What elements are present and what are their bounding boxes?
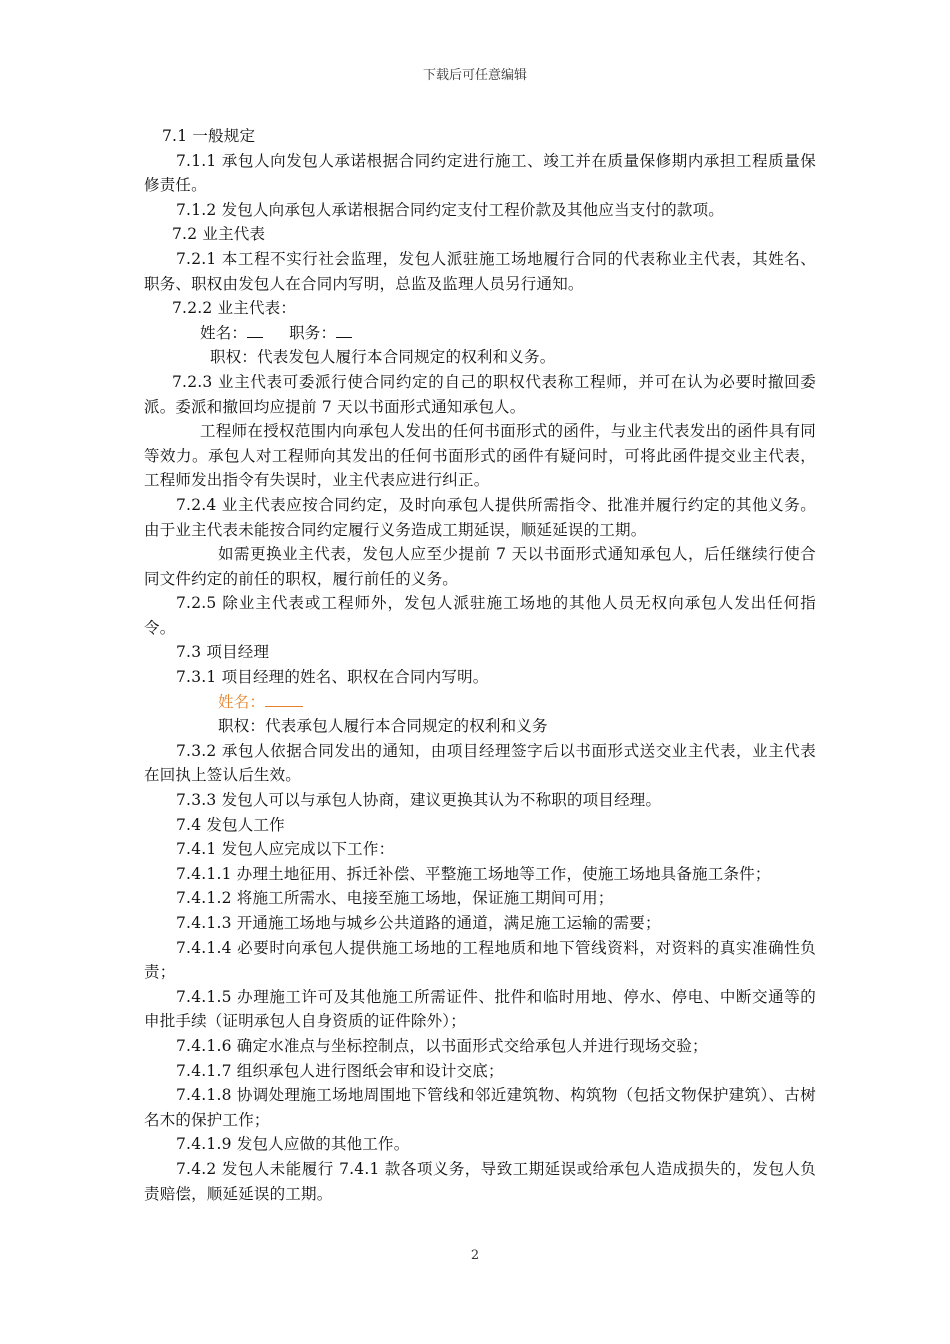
name-label: 姓名： — [200, 323, 248, 342]
list-item: 7.4.1.4 必要时向承包人提供施工场地的工程地质和地下管线资料，对资料的真实准确性负责； — [144, 938, 816, 982]
name-blank — [247, 323, 263, 338]
list-item: 7.4.1.7 组织承包人进行图纸会审和设计交底； — [176, 1061, 504, 1080]
name-blank — [265, 692, 303, 707]
owner-rep-fields — [144, 321, 816, 346]
paragraph: 7.3.2 承包人依据合同发出的通知，由项目经理签字后以书面形式送交业主代表，业主代表在回执上签认后生效。 — [144, 741, 816, 785]
paragraph: 7.2.5 除业主代表或工程师外，发包人派驻施工场地的其他人员无权向承包人发出任何指令。 — [144, 594, 816, 637]
paragraph: 7.2.1 本工程不实行社会监理，发包人派驻施工场地履行合同的代表称业主代表，其姓名、职务、职权由发包人在合同内写明，总监及监理人员另行通知。 — [144, 249, 816, 293]
page-header: 下载后可任意编辑 — [422, 68, 527, 83]
list-item: 7.4.1.9 发包人应做的其他工作。 — [176, 1135, 410, 1154]
paragraph: 7.1.2 发包人向承包人承诺根据合同约定支付工程价款及其他应当支付的款项。 — [176, 200, 724, 219]
document-body — [144, 124, 816, 1206]
position-blank — [336, 323, 352, 338]
page-number: 2 — [470, 1248, 480, 1263]
paragraph: 7.2.4 业主代表应按合同约定，及时向承包人提供所需指令、批准并履行约定的其他义务。由于业主代表未能按合同约定履行义务造成工期延误，顺延延误的工期。 — [144, 495, 816, 539]
paragraph: 7.2.2 业主代表： — [172, 299, 297, 318]
section-heading: 7.1 一般规定 — [162, 127, 256, 145]
list-item: 7.4.1.6 确定水准点与坐标控制点，以书面形式交给承包人并进行现场交验； — [176, 1036, 708, 1055]
list-item: 7.4.1.5 办理施工许可及其他施工所需证件、批件和临时用地、停水、停电、中断交通等的申批手续（证明承包人自身资质的证件除外）； — [144, 987, 816, 1031]
paragraph: 如需更换业主代表，发包人应至少提前 7 天以书面形式通知承包人，后任继续行使合同文件约定的前任的职权，履行前任的义务。 — [144, 545, 816, 588]
paragraph: 7.3.1 项目经理的姓名、职权在合同内写明。 — [176, 668, 489, 687]
list-item: 7.4.1.2 将施工所需水、电接至施工场地，保证施工期间可用； — [176, 889, 614, 908]
name-label: 姓名： — [218, 692, 266, 711]
position-label: 职务： — [289, 323, 337, 342]
paragraph: 7.1.1 承包人向发包人承诺根据合同约定进行施工、竣工并在质量保修期内承担工程质量保修责任。 — [144, 151, 816, 195]
list-item: 7.4.1.8 协调处理施工场地周围地下管线和邻近建筑物、构筑物（包括文物保护建筑）、古树名木的保护工作； — [144, 1086, 816, 1129]
paragraph: 职权：代表承包人履行本合同规定的权利和义务 — [218, 717, 548, 736]
list-item: 7.4.1.3 开通施工场地与城乡公共道路的通道，满足施工运输的需要； — [176, 914, 661, 932]
list-item: 7.4.1.1 办理土地征用、拆迁补偿、平整施工场地等工作，使施工场地具备施工条件； — [176, 864, 771, 883]
paragraph: 工程师在授权范围内向承包人发出的任何书面形式的函件，与业主代表发出的函件具有同等效力。承包人对工程师向其发出的任何书面形式的函件有疑问时，可将此函件提交业主代表，工程师发出指令有失误时，业主代表应进行纠正。 — [144, 422, 816, 490]
section-heading: 7.2 业主代表 — [172, 225, 266, 244]
paragraph: 职权：代表发包人履行本合同规定的权利和义务。 — [210, 348, 556, 367]
paragraph: 7.4.2 发包人未能履行 7.4.1 款各项义务，导致工期延误或给承包人造成损失的，发包人负责赔偿，顺延延误的工期。 — [144, 1159, 816, 1203]
paragraph: 7.4.1 发包人应完成以下工作： — [176, 840, 395, 859]
paragraph: 7.3.3 发包人可以与承包人协商，建议更换其认为不称职的项目经理。 — [176, 791, 662, 810]
section-heading: 7.3 项目经理 — [176, 643, 270, 662]
section-heading: 7.4 发包人工作 — [176, 815, 285, 834]
paragraph: 7.2.3 业主代表可委派行使合同约定的自己的职权代表称工程师，并可在认为必要时撤回委派。委派和撤回均应提前 7 天以书面形式通知承包人。 — [144, 372, 816, 416]
pm-name-field — [144, 690, 816, 715]
